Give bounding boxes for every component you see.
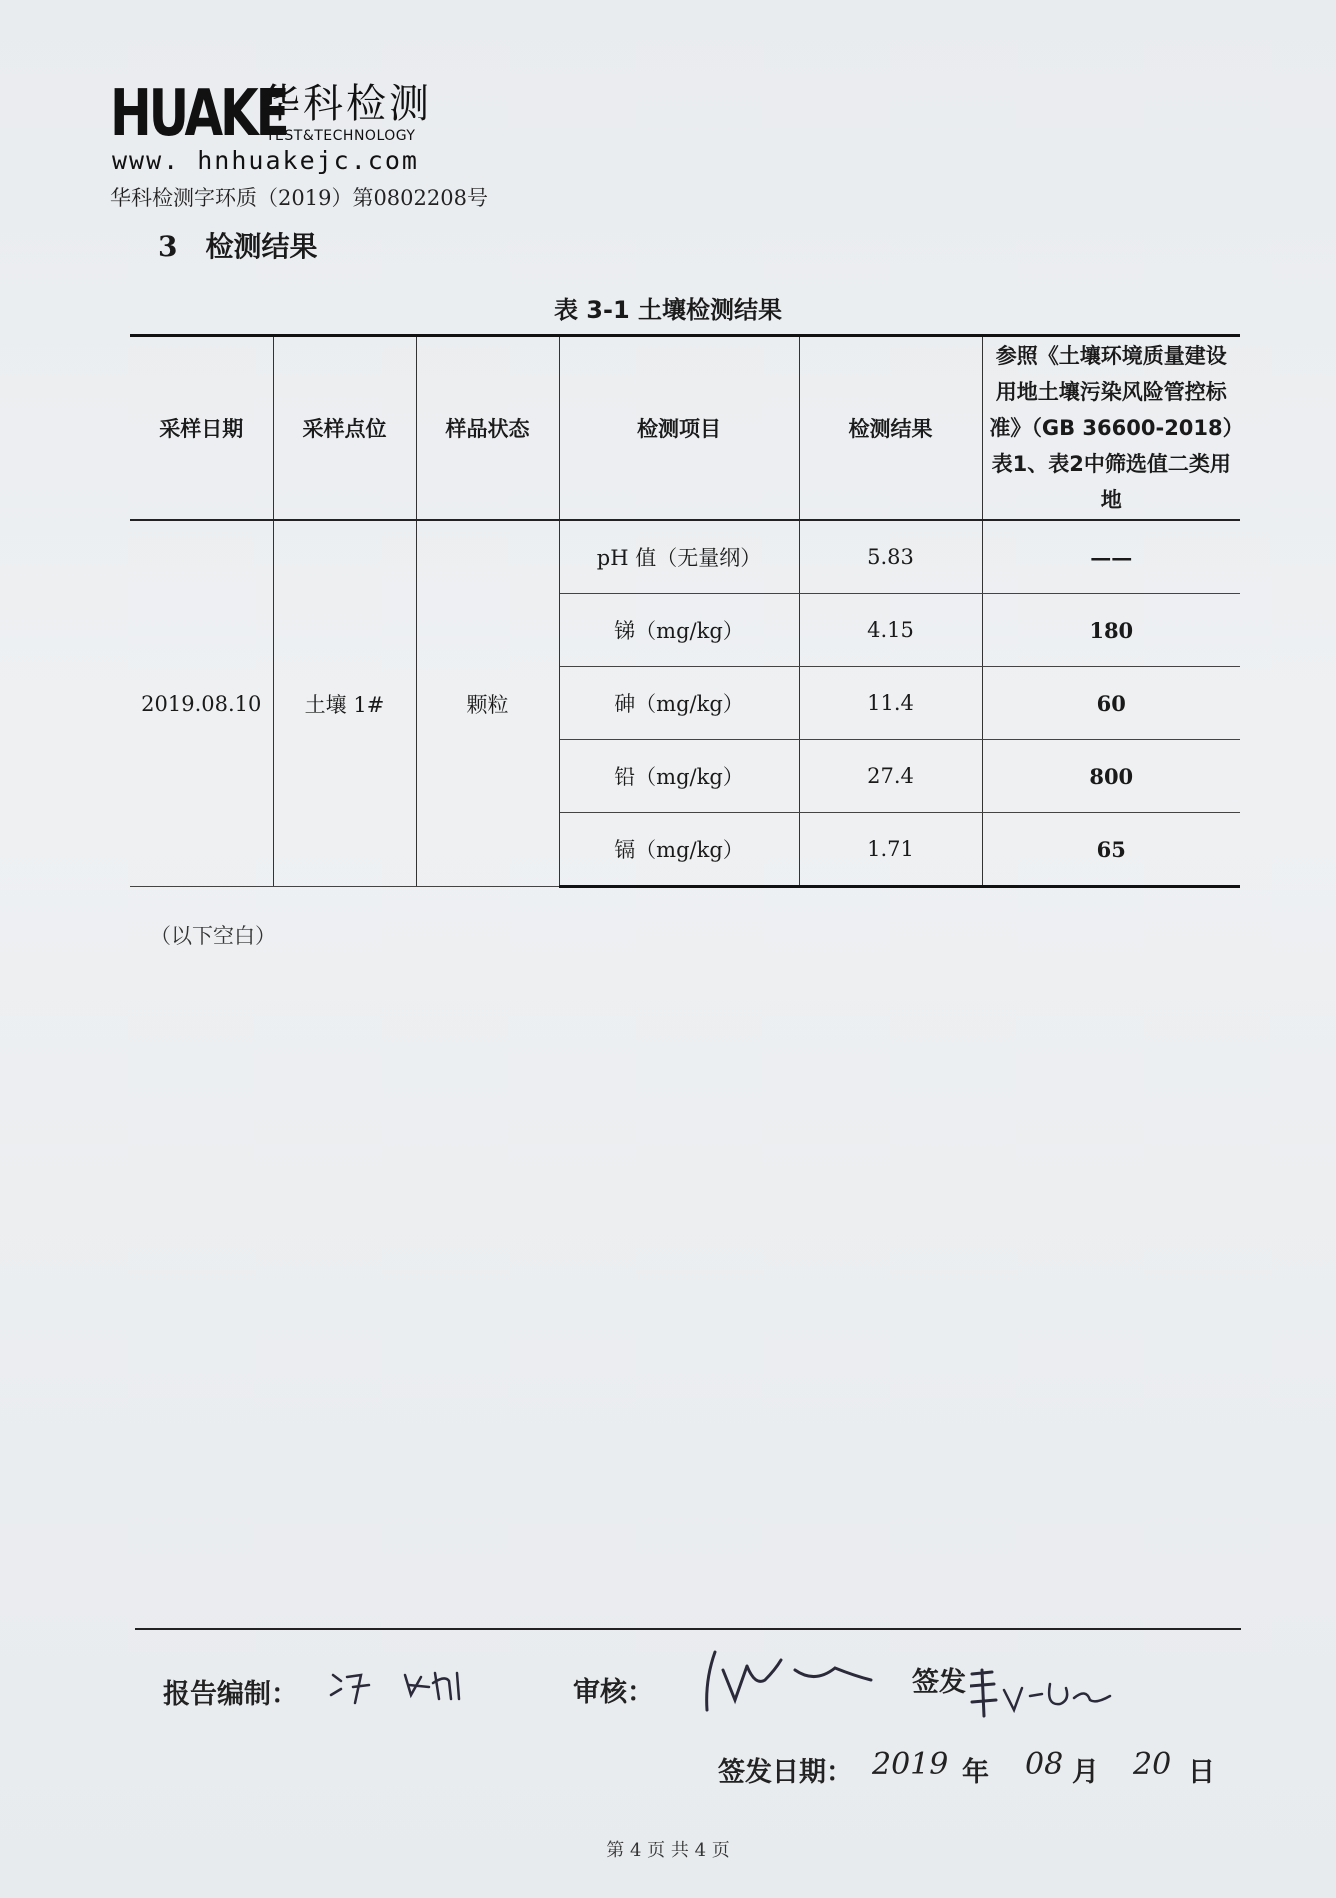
header-reference-standard: 参照《土壤环境质量建设用地土壤污染风险管控标准》（GB 36600-2018）表1、表2中筛选值二类用地 bbox=[982, 336, 1240, 521]
header-sampling-date: 采样日期 bbox=[130, 336, 273, 521]
header-test-result: 检测结果 bbox=[799, 336, 982, 521]
month-unit: 月 bbox=[1072, 1757, 1099, 1788]
logo-url: www. hnhuakejc.com bbox=[112, 146, 419, 175]
table-header-row bbox=[130, 336, 1240, 521]
cell-test-result: 11.4 bbox=[799, 667, 982, 740]
cell-test-result: 5.83 bbox=[799, 520, 982, 594]
logo-brand: HUAKE bbox=[110, 77, 287, 151]
issue-year: 2019 bbox=[872, 1747, 949, 1782]
reviewed-by-label: 审核： bbox=[573, 1677, 654, 1708]
cell-standard-value: 60 bbox=[982, 667, 1240, 740]
cell-test-item: 砷（mg/kg） bbox=[559, 667, 799, 740]
cell-test-item: pH 值（无量纲） bbox=[559, 520, 799, 594]
cell-standard-value: 180 bbox=[982, 594, 1240, 667]
logo-english-name: TEST&TECHNOLOGY bbox=[266, 128, 416, 144]
header-sampling-location: 采样点位 bbox=[273, 336, 416, 521]
cell-test-item: 镉（mg/kg） bbox=[559, 813, 799, 887]
signature-divider bbox=[135, 1628, 1241, 1630]
section-number: 3 bbox=[158, 230, 178, 263]
issue-date-label: 签发日期： bbox=[718, 1757, 853, 1788]
header-sample-state: 样品状态 bbox=[416, 336, 559, 521]
table-title: 表 3-1 土壤检测结果 bbox=[553, 296, 783, 324]
cell-test-result: 27.4 bbox=[799, 740, 982, 813]
cell-standard-value: 65 bbox=[982, 813, 1240, 887]
day-unit: 日 bbox=[1188, 1757, 1215, 1788]
section-heading bbox=[158, 225, 318, 265]
issued-by-signature bbox=[970, 1660, 1130, 1740]
prepared-by-label: 报告编制： bbox=[163, 1679, 298, 1710]
logo-chinese-name: 华科检测 bbox=[260, 81, 432, 127]
report-number: 华科检测字环质（2019）第0802208号 bbox=[110, 186, 488, 210]
company-logo bbox=[110, 77, 470, 175]
cell-test-result: 1.71 bbox=[799, 813, 982, 887]
cell-sampling-date: 2019.08.10 bbox=[130, 520, 273, 887]
table-row bbox=[130, 520, 1240, 594]
cell-test-result: 4.15 bbox=[799, 594, 982, 667]
blank-below-note: （以下空白） bbox=[150, 924, 276, 948]
cell-test-item: 锑（mg/kg） bbox=[559, 594, 799, 667]
results-table bbox=[130, 334, 1240, 888]
cell-standard-value: 800 bbox=[982, 740, 1240, 813]
cell-standard-value: —— bbox=[982, 520, 1240, 594]
cell-test-item: 铅（mg/kg） bbox=[559, 740, 799, 813]
prepared-by-signature bbox=[325, 1655, 485, 1715]
issue-day: 20 bbox=[1133, 1747, 1172, 1782]
issued-by-label: 签发 bbox=[912, 1667, 966, 1698]
reviewed-by-signature bbox=[695, 1640, 885, 1720]
cell-sampling-location: 土壤 1# bbox=[273, 520, 416, 887]
header-test-item: 检测项目 bbox=[559, 336, 799, 521]
page-footer: 第 4 页 共 4 页 bbox=[606, 1840, 730, 1861]
cell-sample-state: 颗粒 bbox=[416, 520, 559, 887]
section-title: 检测结果 bbox=[205, 230, 318, 263]
issue-month: 08 bbox=[1025, 1747, 1064, 1782]
year-unit: 年 bbox=[962, 1757, 989, 1788]
